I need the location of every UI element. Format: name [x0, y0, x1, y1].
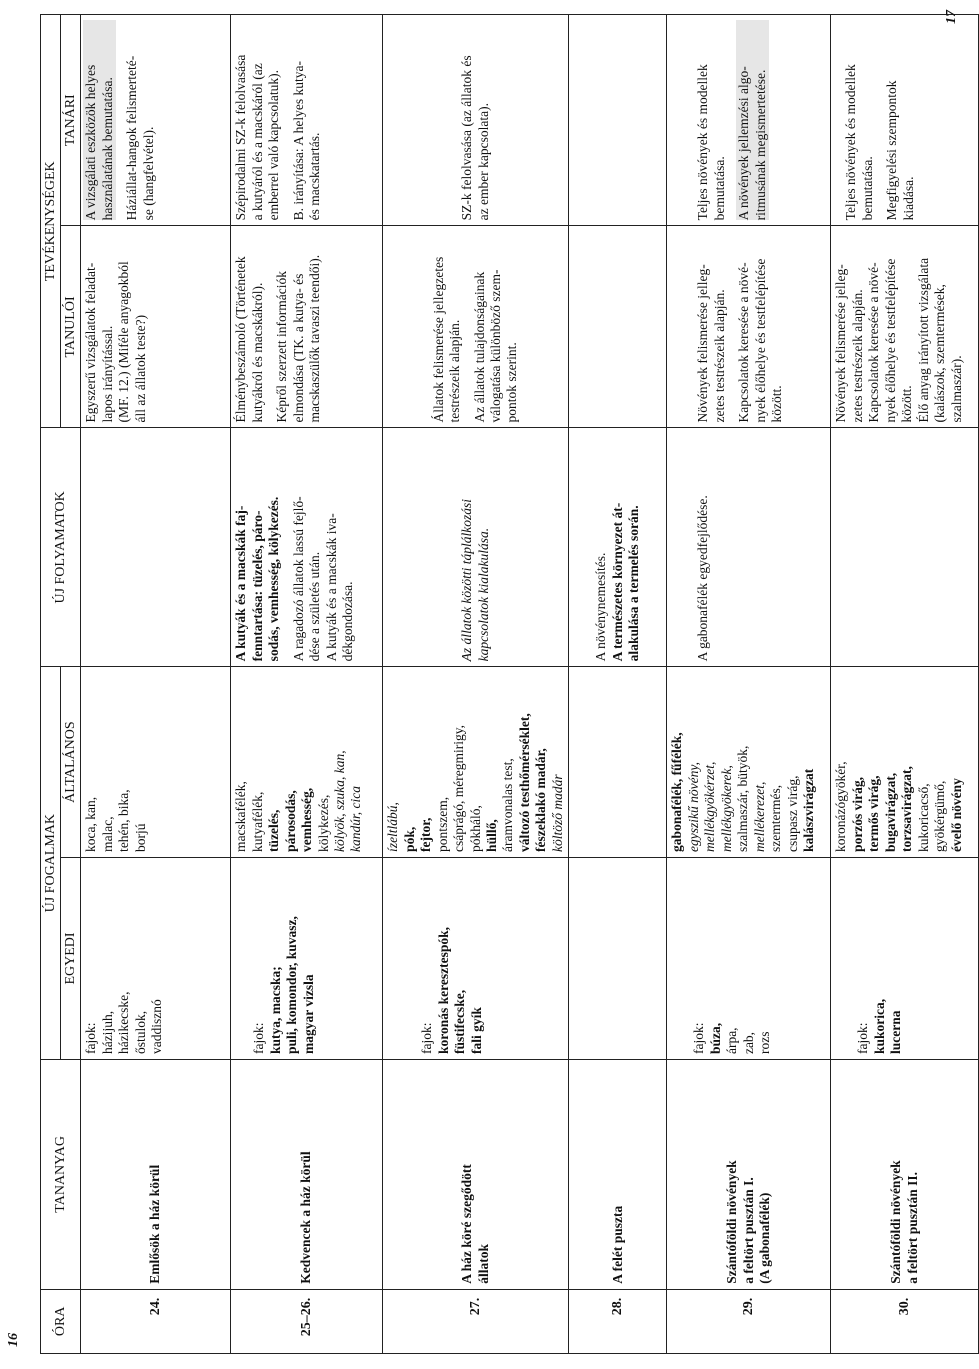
list-item: puli, komondor, kuvasz, [284, 916, 300, 1055]
list-item: áramvonalas test, [500, 758, 516, 852]
topic-cell [383, 1060, 569, 1290]
list-item: koronázógyökér, [833, 761, 849, 852]
list-item: őstulok, [132, 1010, 148, 1055]
list-item: zab, [740, 1031, 756, 1055]
row-number: 24. [81, 1289, 231, 1353]
list-item: (kalászok, szemtermések, [932, 284, 948, 423]
list-item: Kapcsolatok keresése a növé- [866, 262, 882, 423]
list-item: macskaszülők tavaszi teendői). [307, 254, 323, 423]
folyamatok-cell [569, 428, 667, 667]
list-item: torzsavirágzat, [899, 766, 915, 852]
tanari-cell [81, 15, 231, 226]
list-item: évelő növény [948, 778, 964, 852]
list-item: kölykezés, [315, 794, 331, 852]
header-altalanos: ÁLTALÁNOS [61, 667, 81, 858]
list-item: tehén, bika, [116, 789, 132, 852]
tanuloi-cell [383, 226, 569, 428]
list-item: SZ-k felolvasása (az állatok és [459, 55, 475, 221]
list-item: a kutyáról és a macskáról (az [249, 63, 265, 221]
row-number: 27. [383, 1289, 569, 1353]
list-item: lucerna [888, 1010, 904, 1055]
list-item: se (hangfelvétel). [140, 126, 156, 221]
header-egyedi: EGYEDI [61, 857, 81, 1059]
list-item: árpa, [724, 1027, 740, 1055]
list-item: kapcsolatok kialakulása. [475, 527, 491, 662]
list-item: áll az állatok teste?) [132, 314, 148, 423]
list-item: szalmaszár, bütyök, [735, 745, 751, 852]
page-number-right: 17 [944, 10, 959, 24]
curriculum-table [40, 14, 979, 1354]
altalanos-cell [569, 667, 667, 858]
list-item: költöző madár [549, 774, 565, 852]
list-item: ízeltlábú, [385, 802, 401, 852]
list-item: Az állatok tulajdonságainak [471, 271, 487, 423]
list-item: házikecske, [116, 991, 132, 1055]
list-item: fészeklakó madár, [533, 748, 549, 852]
list-item: Teljes növények és modellek [695, 64, 711, 221]
list-item: Növények felismerése jelleg- [695, 264, 711, 423]
list-item: Egyszerű vizsgálatok feladat- [83, 262, 99, 423]
list-item: párosodás, [282, 790, 298, 852]
list-item: a feltört pusztán I. [740, 1177, 756, 1284]
list-item: pók, [401, 826, 417, 852]
table-row [667, 15, 831, 1354]
list-item: Kapcsolatok keresése a növé- [736, 262, 752, 423]
list-item: pókháló, [467, 805, 483, 852]
list-item: A kutyák és a macskák faj- [233, 505, 249, 662]
tanari-cell [667, 15, 831, 226]
topic-cell: Kedvencek a ház körül [231, 1060, 383, 1290]
folyamatok-cell [667, 428, 831, 667]
list-item: állatok [475, 1243, 491, 1284]
topic-cell: Emlősök a ház körül [81, 1060, 231, 1290]
tanuloi-cell [667, 226, 831, 428]
list-item: fenntartása: tüzelés, páro- [249, 510, 265, 662]
table-row [831, 15, 979, 1354]
list-item: tüzelés, [266, 809, 282, 852]
list-item: B. irányítása: A helyes kutya- [290, 61, 306, 221]
list-item: búza, [707, 1022, 723, 1055]
list-item: szalmaszár). [948, 355, 964, 423]
folyamatok-cell [383, 428, 569, 667]
list-item: macskafélék, [233, 781, 249, 852]
list-item: kutyafélék, [249, 791, 265, 852]
list-item: mellékgyökérzet, [702, 761, 718, 852]
table-row [231, 15, 383, 1354]
list-item: Az állatok közötti táplálkozási [459, 498, 475, 662]
list-item: koronás keresztespók, [435, 927, 451, 1055]
tanari-cell [383, 15, 569, 226]
list-item: A növénynemesítés. [593, 552, 609, 662]
list-item: lapos irányítással. [99, 325, 115, 423]
list-item: mellékerezet, [751, 781, 767, 852]
list-item: fajok: [855, 1022, 871, 1055]
list-item: és macskatartás. [307, 132, 323, 221]
list-item: füstifecske, [452, 989, 468, 1055]
list-item: A növények jellemzési algo- [736, 20, 752, 220]
folyamatok-cell [81, 428, 231, 667]
list-item: Szántóföldi növények [724, 1160, 740, 1284]
egyedi-cell [81, 857, 231, 1059]
list-item: koca, kan, [83, 796, 99, 852]
list-item: kandúr, cica [348, 785, 364, 852]
list-item: porzós virág, [849, 776, 865, 852]
list-item: fajok: [419, 1022, 435, 1055]
header-uj-fogalmak: ÚJ FOGALMAK [41, 667, 61, 1060]
list-item: Teljes növények és modellek [843, 64, 859, 221]
egyedi-cell [569, 857, 667, 1059]
list-item: kukorica, [871, 998, 887, 1055]
header-tanuloi: TANULÓI [61, 226, 81, 428]
list-item: válogatása különböző szem- [487, 269, 503, 423]
list-item: A gabonafélék egyedfejlődése. [695, 495, 711, 662]
table-row [81, 15, 231, 1354]
topic-cell [667, 1060, 831, 1290]
list-item: (A gabonafélék) [757, 1192, 773, 1284]
list-item: csupasz virág, [784, 775, 800, 852]
list-item: Megfigyelési szempontok [884, 80, 900, 221]
list-item: között. [769, 385, 785, 423]
header-tananyag: TANANYAG [41, 1060, 81, 1290]
list-item: egyszikű növény, [685, 761, 701, 852]
list-item: A ragadozó állatok lassú fejlő- [290, 496, 306, 662]
altalanos-cell [383, 667, 569, 858]
tanuloi-cell [231, 226, 383, 428]
list-item: kukoricacső, [915, 783, 931, 852]
list-item: testrészeik alapján. [447, 319, 463, 423]
header-tanari: TANÁRI [61, 15, 81, 226]
table-row [383, 15, 569, 1354]
list-item: a feltört pusztán II. [904, 1171, 920, 1284]
list-item: bemutatása. [859, 156, 875, 221]
list-item: változó testhőmérséklet, [516, 713, 532, 852]
list-item: kalászvirágzat [801, 768, 817, 852]
row-number: 30. [831, 1289, 979, 1353]
list-item: Állatok felismerése jellegzetes [430, 256, 446, 423]
list-item: zetes testrészeik alapján. [711, 289, 727, 423]
folyamatok-cell [231, 428, 383, 667]
altalanos-cell [831, 667, 979, 858]
row-number: 25–26. [231, 1289, 383, 1353]
list-item: nyek élőhelye és testfelépítése [752, 258, 768, 423]
list-item: bugavirágzat, [882, 772, 898, 852]
egyedi-cell [231, 857, 383, 1059]
table-row [569, 15, 667, 1354]
list-item: emberrel való kapcsolatuk). [266, 70, 282, 221]
header-ora: ÓRA [41, 1289, 81, 1353]
list-item: fajok: [251, 1022, 267, 1055]
list-item: használatának bemutatása. [100, 20, 116, 220]
list-item: rozs [757, 1031, 773, 1055]
list-item: szemtermés, [768, 784, 784, 852]
list-item: ritmusának megismertetése. [753, 20, 769, 220]
list-item: alakulása a termelés során. [626, 505, 642, 662]
list-item: fajok: [691, 1022, 707, 1055]
egyedi-cell [831, 857, 979, 1059]
list-item: Növények felismerése jelleg- [833, 264, 849, 423]
list-item: kutya, macska; [267, 966, 283, 1055]
header-uj-folyamatok: ÚJ FOLYAMATOK [41, 428, 81, 667]
list-item: kölyök, szuka, kan, [331, 750, 347, 852]
list-item: pontszem, [434, 796, 450, 852]
egyedi-cell [383, 857, 569, 1059]
list-item: csáprágó, méregmirigy, [451, 724, 467, 852]
row-number: 29. [667, 1289, 831, 1353]
list-item: zetes testrészeik alapján. [849, 289, 865, 423]
tanuloi-cell [831, 226, 979, 428]
list-item: bemutatása. [711, 156, 727, 221]
list-item: között. [899, 385, 915, 423]
list-item: dése a születés után. [307, 551, 323, 662]
list-item: fejtor, [418, 817, 434, 852]
egyedi-cell [667, 857, 831, 1059]
altalanos-cell [231, 667, 383, 858]
list-item: termős virág, [866, 775, 882, 852]
topic-cell [831, 1060, 979, 1290]
tanuloi-cell [569, 226, 667, 428]
list-item: Élő anyag irányított vizsgálata [915, 257, 931, 423]
list-item: kiadása. [900, 176, 916, 221]
list-item: vemhesség, [299, 787, 315, 852]
list-item: A kutyák és a macskák iva- [323, 513, 339, 662]
list-item: A vizsgálati eszközök helyes [83, 20, 99, 220]
folyamatok-cell [831, 428, 979, 667]
list-item: (MF. 12.) (Miféle anyagokból [116, 261, 132, 423]
list-item: gabonafélék, fűfélék, [669, 732, 685, 852]
tanari-cell [831, 15, 979, 226]
list-item: malac, [99, 816, 115, 852]
list-item: Szántóföldi növények [888, 1160, 904, 1284]
list-item: gyökérgümő, [932, 780, 948, 852]
list-item: pontok szerint. [504, 342, 520, 423]
list-item: kutyákról és macskákról). [249, 282, 265, 423]
list-item: Szépirodalmi SZ-k felolvasása [233, 54, 249, 221]
list-item: A természetes környezet át- [609, 502, 625, 662]
list-item: nyek élőhelye és testfelépítése [882, 258, 898, 423]
list-item: magyar vizsla [300, 974, 316, 1055]
list-item: az ember kapcsolata). [475, 103, 491, 221]
page-number-left: 16 [6, 1333, 21, 1347]
altalanos-cell [667, 667, 831, 858]
list-item: mellékgyökerek, [718, 765, 734, 852]
header-tevekenysegek: TEVÉKENYSÉGEK [41, 15, 61, 428]
altalanos-cell [81, 667, 231, 858]
list-item: vaddisznó [149, 999, 165, 1055]
list-item: elmondása (TK. a kutya- és [290, 273, 306, 423]
list-item: Élménybeszámoló (Történetek [233, 256, 249, 423]
list-item: borjú [132, 823, 148, 852]
list-item: A ház köré szegődött [459, 1164, 475, 1284]
list-item: dékgondozása. [339, 581, 355, 662]
row-number: 28. [569, 1289, 667, 1353]
list-item: hüllő, [483, 819, 499, 852]
list-item: Háziállat-hangok felismerteté- [124, 55, 140, 221]
list-item: fali gyík [468, 1007, 484, 1055]
topic-cell: A felét puszta [569, 1060, 667, 1290]
list-item: fajok: [83, 1022, 99, 1055]
tanari-cell [569, 15, 667, 226]
list-item: sodás, vemhesség, kölykezés. [266, 496, 282, 662]
tanari-cell [231, 15, 383, 226]
list-item: házijuh, [99, 1010, 115, 1055]
tanuloi-cell [81, 226, 231, 428]
list-item: Képről szerzett információk [274, 271, 290, 423]
